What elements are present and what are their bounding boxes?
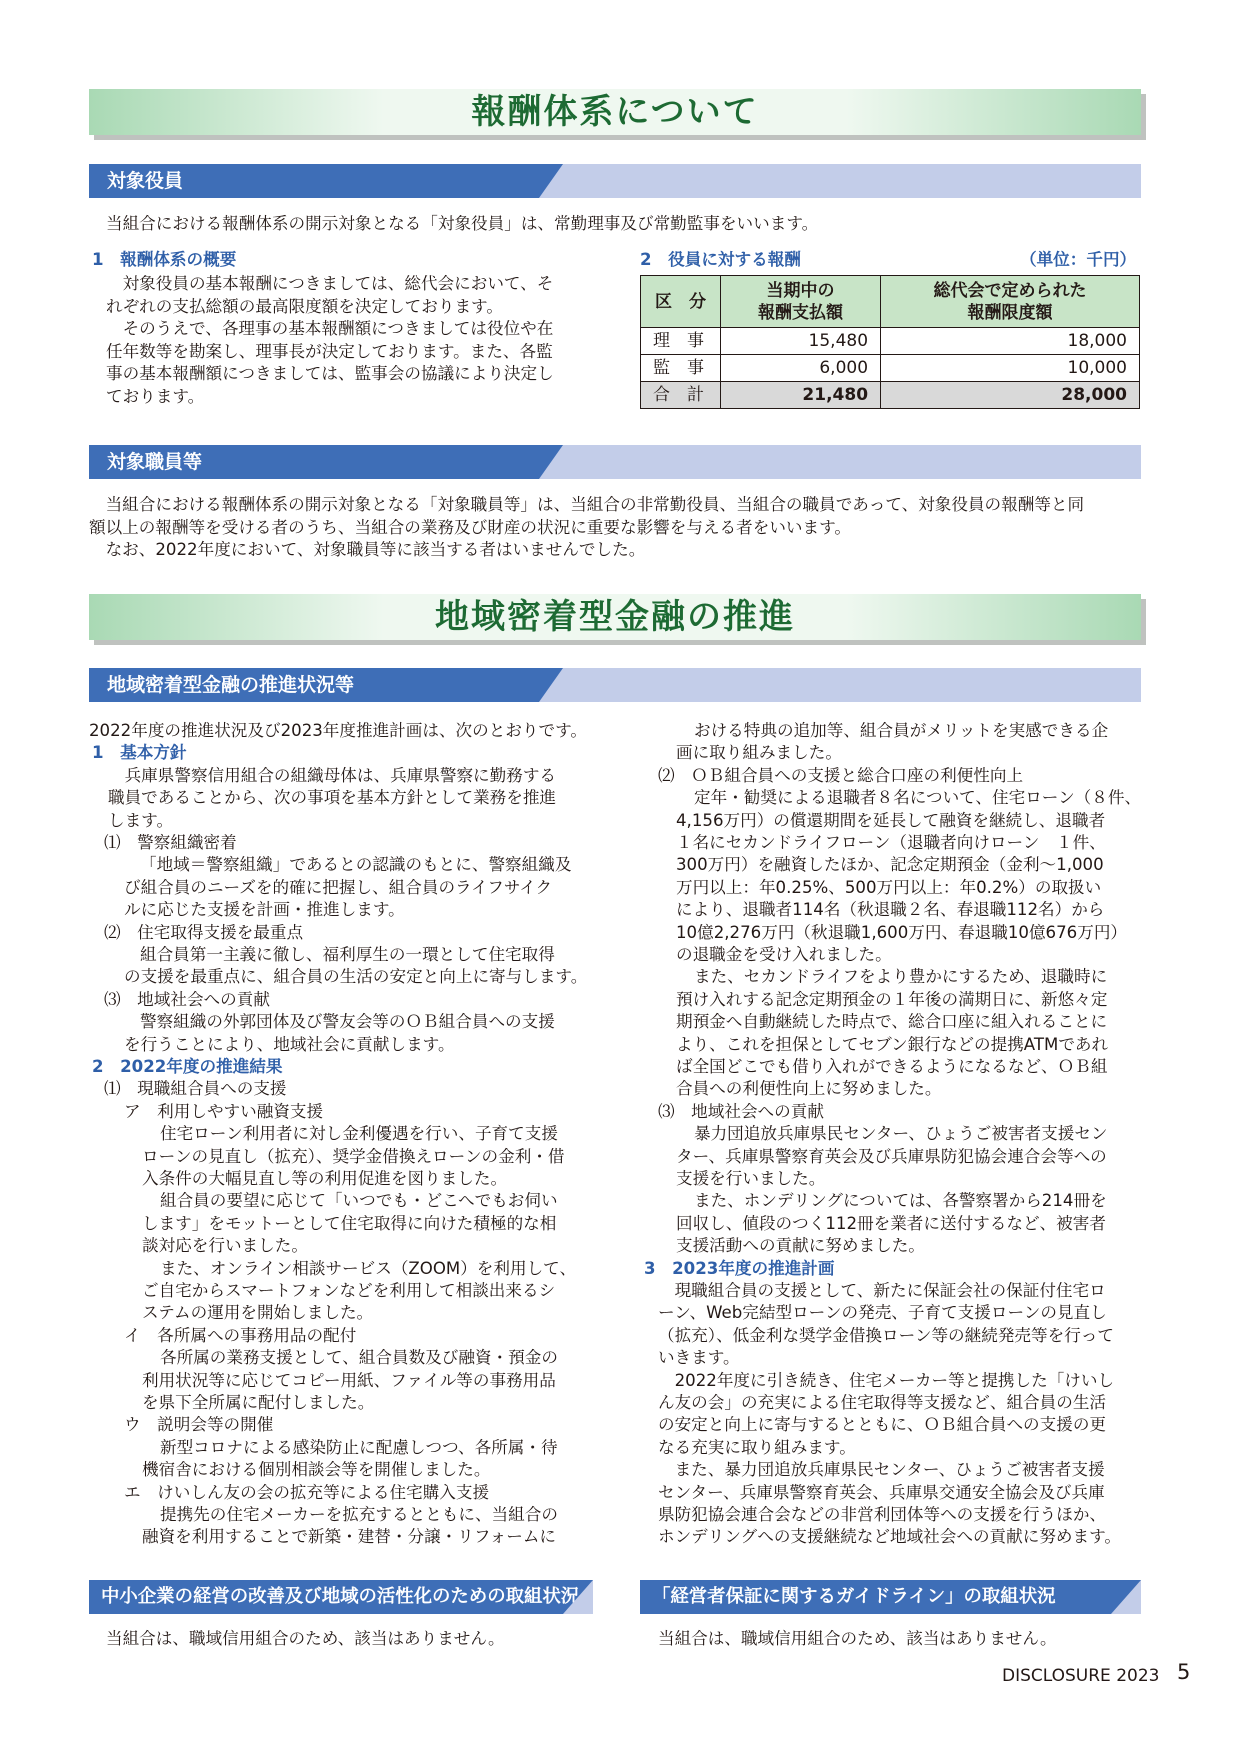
- text-line: 「地域＝警察組織」であるとの認識のもとに、警察組織及: [140, 855, 572, 875]
- text-line: び組合員のニーズを的確に把握し、組合員のライフサイク: [124, 877, 553, 897]
- cell-category: 合 計: [641, 382, 721, 409]
- text-line: ご自宅からスマートフォンなどを利用して相談出来るシ: [142, 1281, 556, 1300]
- text-line: ローンの見直し（拡充）、奨学金借換えローンの金利・借: [142, 1146, 565, 1166]
- text-line: １名にセカンドライフローン（退職者向けローン １件、: [676, 833, 1106, 852]
- cell-limit: 28,000: [881, 382, 1140, 409]
- overview-line: れぞれの支払総額の最高限度額を決定しております。: [106, 296, 503, 316]
- cell-paid: 6,000: [721, 355, 881, 382]
- section-title-remuneration: 報酬体系について: [89, 89, 1141, 135]
- band-staff-label: 対象職員等: [89, 445, 539, 479]
- text-line: ⑶ 地域社会への貢献: [104, 989, 270, 1009]
- text-line: 談対応を行いました。: [142, 1236, 308, 1256]
- text-line: 融資を利用することで新築・建替・分譲・リフォームに: [142, 1527, 557, 1547]
- text-line: ター、兵庫県警察育英会及び兵庫県防犯協会連合会等への: [676, 1146, 1107, 1166]
- staff-line: 当組合における報酬体系の開示対象となる「対象職員等」は、当組合の非常勤役員、当組合の職員であって、対象役員の報酬等と同: [89, 495, 1085, 514]
- text-line: ステムの運用を開始しました。: [142, 1303, 374, 1323]
- text-line: 支援を行いました。: [676, 1169, 826, 1188]
- text-line: ルに応じた支援を計画・推進します。: [124, 900, 405, 920]
- text-line: 2022年度の推進状況及び2023年度推進計画は、次のとおりです。: [89, 721, 587, 740]
- text-line: の退職金を受け入れました。: [676, 945, 892, 964]
- pay-table: [640, 275, 1140, 409]
- band-staff: [89, 445, 1141, 479]
- text-line: により、退職者114名（秋退職２名、春退職112名）から: [676, 900, 1105, 920]
- pay-table-header: [641, 276, 1140, 328]
- text-line: ⑵ ＯＢ組合員への支援と総合口座の利便性向上: [658, 765, 1024, 785]
- text-line: 警察組織の外郭団体及び警友会等のＯＢ組合員への支援: [140, 1012, 555, 1032]
- th-paid: 当期中の 報酬支払額: [721, 276, 881, 328]
- text-line: ウ 説明会等の開催: [124, 1415, 274, 1435]
- text-line: また、ホンデリングについては、各警察署から214冊を: [694, 1191, 1107, 1211]
- subheading: 2 2022年度の推進結果: [92, 1057, 283, 1076]
- text-line: ⑶ 地域社会への貢献: [658, 1101, 824, 1121]
- th-category: 区 分: [641, 276, 721, 328]
- overview-text: [106, 273, 554, 408]
- text-line: ホンデリングへの支援継続など地域社会への貢献に努めます。: [658, 1527, 1121, 1547]
- text-line: 期預金へ自動継続した時点で、総合口座に組入れることに: [676, 1012, 1108, 1032]
- text-line: します」をモットーとして住宅取得に向けた積極的な相: [142, 1213, 557, 1233]
- table-row: [641, 328, 1140, 355]
- cell-paid: 21,480: [721, 382, 881, 409]
- text-line: ば全国どこでも借り入れができるようになるなど、ＯＢ組: [676, 1057, 1108, 1076]
- text-line: 提携先の住宅メーカーを拡充するとともに、当組合の: [160, 1505, 558, 1524]
- text-line: 暴力団追放兵庫県民センター、ひょうご被害者支援セン: [694, 1124, 1108, 1144]
- staff-line: 額以上の報酬等を受ける者のうち、当組合の業務及び財産の状況に重要な影響を与える者をいいます。: [89, 517, 851, 537]
- text-line: します。: [108, 810, 174, 830]
- text-line: 現職組合員の支援として、新たに保証会社の保証付住宅ロ: [658, 1281, 1106, 1300]
- text-line: 住宅ローン利用者に対し金利優遇を行い、子育て支援: [160, 1124, 558, 1144]
- text-line: を行うことにより、地域社会に貢献します。: [124, 1034, 455, 1054]
- page-number: 5: [1177, 1660, 1191, 1684]
- cell-category: 監 事: [641, 355, 721, 382]
- text-line: なる充実に取り組みます。: [658, 1437, 856, 1457]
- overview-line: 事の基本報酬額につきましては、監事会の協議により決定し: [106, 364, 554, 383]
- table-row-total: [641, 382, 1140, 409]
- text-line: 組合員第一主義に徹し、福利厚生の一環として住宅取得: [140, 945, 555, 964]
- cell-limit: 18,000: [881, 328, 1140, 355]
- section-title-community: 地域密着型金融の推進: [89, 594, 1141, 640]
- text-line: 4,156万円）の償還期間を延長して融資を継続し、退職者: [676, 810, 1106, 830]
- subheading: 3 2023年度の推進計画: [644, 1258, 835, 1278]
- band-officers: [89, 164, 1141, 198]
- text-line: 定年・勧奨による退職者８名について、住宅ローン（８件、: [694, 788, 1142, 808]
- band-status: [89, 668, 1141, 702]
- subheading: 1 基本方針: [92, 743, 187, 763]
- text-line: また、暴力団追放兵庫県民センター、ひょうご被害者支援: [658, 1460, 1105, 1480]
- band-sme: 中小企業の経営の改善及び地域の活性化のための取組状況: [89, 1580, 593, 1614]
- text-line: （拡充）、低金利な奨学金借換ローン等の継続発売等を行って: [658, 1325, 1114, 1345]
- text-line: 利用状況等に応じてコピー用紙、ファイル等の事務用品: [142, 1370, 556, 1390]
- text-line: の支援を最重点に、組合員の生活の安定と向上に寄与します。: [124, 967, 588, 987]
- text-line: 支援活動への貢献に努めました。: [676, 1236, 925, 1256]
- text-line: イ 各所属への事務用品の配付: [124, 1325, 357, 1345]
- text-line: 画に取り組みました。: [676, 743, 842, 763]
- overview-line: そのうえで、各理事の基本報酬額につきましては役位や在: [106, 319, 554, 338]
- text-line: また、オンライン相談サービス（ZOOM）を利用して、: [160, 1258, 577, 1278]
- overview-heading: 1 報酬体系の概要: [92, 250, 237, 269]
- pay-heading: 2 役員に対する報酬: [640, 250, 801, 269]
- guideline-text: 当組合は、職域信用組合のため、該当はありません。: [658, 1629, 1057, 1648]
- text-line: 300万円）を融資したほか、記念定期預金（金利～1,000: [676, 855, 1104, 875]
- text-line: また、セカンドライフをより豊かにするため、退職時に: [694, 967, 1108, 987]
- text-line: エ けいしん友の会の拡充等による住宅購入支援: [124, 1482, 490, 1502]
- band-guideline: 「経営者保証に関するガイドライン」の取組状況: [640, 1580, 1141, 1614]
- cell-category: 理 事: [641, 328, 721, 355]
- text-line: ん友の会」の充実による住宅取得等支援など、組合員の生活: [658, 1393, 1107, 1412]
- text-line: センター、兵庫県警察育英会、兵庫県交通安全協会及び兵庫: [658, 1482, 1105, 1502]
- text-line: より、これを担保としてセブン銀行などの提携ATMであれ: [676, 1034, 1109, 1054]
- sme-text: 当組合は、職域信用組合のため、該当はありません。: [106, 1629, 505, 1648]
- pay-unit: （単位：千円）: [1020, 250, 1137, 269]
- band-status-label: 地域密着型金融の推進状況等: [89, 668, 539, 702]
- text-line: の安定と向上に寄与するとともに、ＯＢ組合員への支援の更: [658, 1415, 1107, 1435]
- table-row: [641, 355, 1140, 382]
- cell-paid: 15,480: [721, 328, 881, 355]
- staff-line: なお、2022年度において、対象職員等に該当する者はいませんでした。: [89, 540, 646, 559]
- overview-line: ております。: [106, 386, 205, 406]
- text-line: 県防犯協会連合会などの非営利団体等への支援を行うほか、: [658, 1505, 1107, 1524]
- text-line: いきます。: [658, 1348, 740, 1368]
- overview-line: 任年数等を勘案し、理事長が決定しております。また、各監: [106, 341, 553, 361]
- text-line: ア 利用しやすい融資支援: [124, 1101, 324, 1121]
- footer-label: DISCLOSURE 2023: [1002, 1666, 1160, 1686]
- overview-line: 対象役員の基本報酬につきましては、総代会において、そ: [106, 274, 554, 293]
- officers-intro: 当組合における報酬体系の開示対象となる「対象役員」は、常勤理事及び常勤監事をいいます。: [106, 214, 819, 233]
- text-line: ⑴ 現職組合員への支援: [104, 1079, 287, 1099]
- text-line: 組合員の要望に応じて「いつでも・どこへでもお伺い: [160, 1191, 558, 1211]
- text-line: 職員であることから、次の事項を基本方針として業務を推進: [108, 788, 557, 808]
- text-line: 2022年度に引き続き、住宅メーカー等と提携した「けいし: [658, 1370, 1115, 1390]
- text-line: 新型コロナによる感染防止に配慮しつつ、各所属・待: [160, 1437, 558, 1457]
- text-line: 回収し、値段のつく112冊を業者に送付するなど、被害者: [676, 1213, 1106, 1233]
- text-line: 預け入れする記念定期預金の１年後の満期日に、新悠々定: [676, 989, 1108, 1009]
- text-line: ーン、Web完結型ローンの発売、子育て支援ローンの見直し: [658, 1303, 1107, 1323]
- staff-text: [89, 494, 1084, 562]
- text-line: 合員への利便性向上に努めました。: [676, 1079, 942, 1099]
- text-line: 機宿舎における個別相談会等を開催しました。: [142, 1460, 491, 1480]
- text-line: ⑵ 住宅取得支援を最重点: [104, 922, 304, 942]
- text-line: 入条件の大幅見直し等の利用促進を図りました。: [142, 1169, 508, 1188]
- text-line: 兵庫県警察信用組合の組織母体は、兵庫県警察に勤務する: [108, 765, 557, 785]
- text-line: 万円以上：年0.25%、500万円以上：年0.2%）の取扱い: [676, 877, 1102, 897]
- text-line: ⑴ 警察組織密着: [104, 833, 237, 852]
- text-line: を県下全所属に配付しました。: [142, 1393, 375, 1412]
- th-limit: 総代会で定められた 報酬限度額: [881, 276, 1140, 328]
- text-line: 各所属の業務支援として、組合員数及び融資・預金の: [160, 1348, 558, 1368]
- cell-limit: 10,000: [881, 355, 1140, 382]
- band-officers-label: 対象役員: [89, 164, 539, 198]
- text-line: 10億2,276万円（秋退職1,600万円、春退職10億676万円）: [676, 922, 1128, 942]
- text-line: おける特典の追加等、組合員がメリットを実感できる企: [694, 721, 1109, 740]
